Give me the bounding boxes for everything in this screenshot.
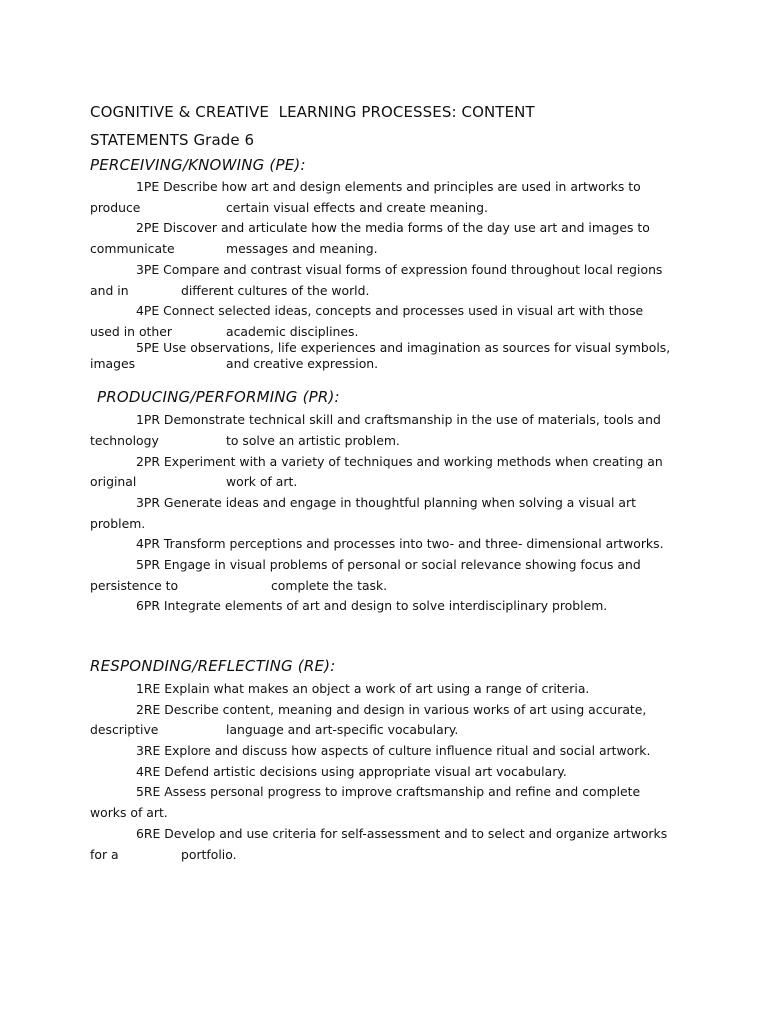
statement-6pr: 6PR Integrate elements of art and design to solve interdisciplinary problem. bbox=[136, 598, 608, 613]
statement-1pe-lead: produce bbox=[90, 200, 141, 215]
statement-2pe-continuation: messages and meaning. bbox=[226, 241, 378, 256]
statement-3pe: 3PE Compare and contrast visual forms of expression found throughout local regions bbox=[136, 262, 663, 277]
statement-5pr-lead: persistence to bbox=[90, 578, 179, 593]
section-heading-re: RESPONDING/REFLECTING (RE): bbox=[90, 657, 336, 675]
statement-5re: 5RE Assess personal progress to improve craftsmanship and refine and complete bbox=[136, 784, 641, 799]
statement-3pe-lead: and in bbox=[90, 283, 129, 298]
statement-4pe-lead: used in other bbox=[90, 324, 172, 339]
statement-4pe: 4PE Connect selected ideas, concepts and processes used in visual art with those bbox=[136, 303, 644, 318]
statement-5pe: 5PE Use observations, life experiences and imagination as sources for visual symbols, bbox=[136, 340, 671, 355]
section-heading-pr: PRODUCING/PERFORMING (PR): bbox=[97, 388, 340, 406]
statement-1pr: 1PR Demonstrate technical skill and craftsmanship in the use of materials, tools and bbox=[136, 412, 661, 427]
statement-1pr-continuation: to solve an artistic problem. bbox=[226, 433, 400, 448]
statement-5pe-lead: images bbox=[90, 356, 136, 371]
statement-1pr-lead: technology bbox=[90, 433, 159, 448]
statement-4pe-continuation: academic disciplines. bbox=[226, 324, 359, 339]
statement-5re-lead: works of art. bbox=[90, 805, 168, 820]
document-title-line-2: STATEMENTS Grade 6 bbox=[90, 131, 255, 149]
statement-3pr: 3PR Generate ideas and engage in thoughtful planning when solving a visual art bbox=[136, 495, 636, 510]
statement-4re: 4RE Defend artistic decisions using appropriate visual art vocabulary. bbox=[136, 764, 567, 779]
statement-6re-lead: for a bbox=[90, 847, 119, 862]
statement-3pe-continuation: different cultures of the world. bbox=[181, 283, 370, 298]
statement-5pr: 5PR Engage in visual problems of personal or social relevance showing focus and bbox=[136, 557, 641, 572]
statement-6re: 6RE Develop and use criteria for self-assessment and to select and organize artworks bbox=[136, 826, 668, 841]
statement-5pr-continuation: complete the task. bbox=[271, 578, 388, 593]
statement-6re-continuation: portfolio. bbox=[181, 847, 237, 862]
section-heading-pe: PERCEIVING/KNOWING (PE): bbox=[90, 156, 306, 174]
statement-2pe: 2PE Discover and articulate how the media forms of the day use art and images to bbox=[136, 220, 650, 235]
statement-1pe: 1PE Describe how art and design elements and principles are used in artworks to bbox=[136, 179, 641, 194]
statement-3pr-lead: problem. bbox=[90, 516, 146, 531]
statement-2re-lead: descriptive bbox=[90, 722, 159, 737]
statement-2pr-continuation: work of art. bbox=[226, 474, 298, 489]
statement-1pe-continuation: certain visual effects and create meaning. bbox=[226, 200, 488, 215]
statement-1re: 1RE Explain what makes an object a work of art using a range of criteria. bbox=[136, 681, 590, 696]
statement-2re-continuation: language and art-specific vocabulary. bbox=[226, 722, 459, 737]
statement-4pr: 4PR Transform perceptions and processes into two- and three- dimensional artworks. bbox=[136, 536, 664, 551]
statement-5pe-continuation: and creative expression. bbox=[226, 356, 379, 371]
statement-2pe-lead: communicate bbox=[90, 241, 175, 256]
document-title-line-1: COGNITIVE & CREATIVE LEARNING PROCESSES: CONTENT bbox=[90, 103, 535, 121]
statement-2pr-lead: original bbox=[90, 474, 137, 489]
statement-3re: 3RE Explore and discuss how aspects of culture influence ritual and social artwork. bbox=[136, 743, 651, 758]
statement-2pr: 2PR Experiment with a variety of techniques and working methods when creating an bbox=[136, 454, 663, 469]
statement-2re: 2RE Describe content, meaning and design in various works of art using accurate, bbox=[136, 702, 647, 717]
